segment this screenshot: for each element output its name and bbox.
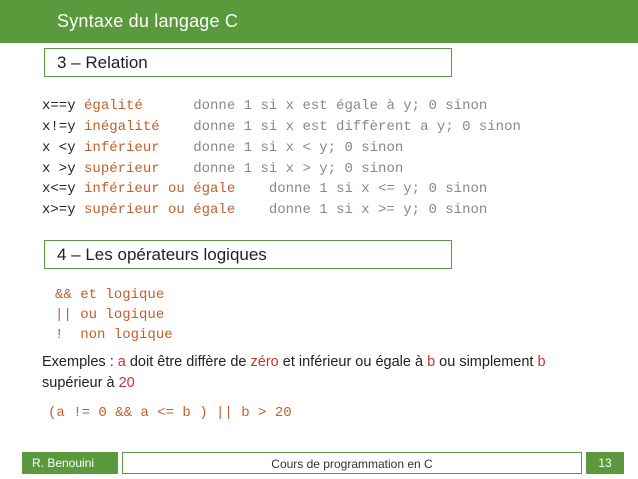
logic-name: non logique	[71, 327, 173, 343]
relation-row	[42, 181, 487, 201]
relation-op: x >y	[42, 161, 76, 177]
number-20: 20	[118, 375, 135, 391]
relation-desc: donne 1 si x <= y; 0 sinon	[235, 181, 488, 197]
logic-row	[55, 307, 164, 327]
relation-desc: donne 1 si x > y; 0 sinon	[184, 161, 404, 177]
logic-op: ||	[55, 307, 72, 323]
examples-text-part: supérieur à	[42, 375, 119, 391]
section-logic-title: 4 – Les opérateurs logiques	[57, 245, 267, 264]
relation-name: inégalité	[75, 119, 185, 135]
logic-name: et logique	[71, 287, 165, 303]
examples-text	[42, 352, 562, 394]
slide-title: Syntaxe du langage C	[57, 11, 239, 31]
var-a: a	[117, 354, 126, 370]
logic-row	[55, 327, 173, 347]
relation-desc: donne 1 si x < y; 0 sinon	[184, 140, 404, 156]
relation-row	[42, 140, 403, 160]
footer-author-box	[22, 452, 118, 474]
relation-desc: donne 1 si x est diffèrent a y; 0 sinon	[184, 119, 521, 135]
logic-row	[55, 287, 164, 307]
footer-author: R. Benouini	[32, 456, 95, 470]
title-bar	[0, 0, 638, 43]
section-relation-title: 3 – Relation	[57, 53, 148, 72]
relation-name: égalité	[75, 98, 185, 114]
relation-row	[42, 161, 403, 181]
relation-op: x==y	[42, 98, 76, 114]
relation-name: supérieur	[75, 161, 185, 177]
examples-label: Exemples :	[42, 354, 118, 370]
logic-op: &&	[55, 287, 72, 303]
relation-desc: donne 1 si x >= y; 0 sinon	[235, 202, 488, 218]
code-example: (a != 0 && a <= b ) || b > 20	[48, 405, 292, 421]
footer-course: Cours de programmation en C	[271, 457, 433, 471]
section-logic-header	[44, 240, 452, 269]
relation-op: x<=y	[42, 181, 76, 197]
relation-op: x>=y	[42, 202, 76, 218]
relation-name: supérieur ou égale	[75, 202, 236, 218]
examples-text-part: et inférieur ou égale à	[278, 354, 428, 370]
var-b: b	[427, 354, 436, 370]
relation-row	[42, 202, 487, 222]
relation-name: inférieur ou égale	[75, 181, 236, 197]
logic-name: ou logique	[71, 307, 165, 323]
relation-desc: donne 1 si x est égale à y; 0 sinon	[184, 98, 488, 114]
relation-op: x <y	[42, 140, 76, 156]
word-zero: zéro	[250, 354, 279, 370]
section-relation-header	[44, 48, 452, 77]
relation-op: x!=y	[42, 119, 76, 135]
logic-op: !	[55, 327, 72, 343]
relation-row	[42, 98, 487, 118]
footer-page-box	[586, 452, 624, 474]
examples-text-part: doit être diffère de	[125, 354, 251, 370]
footer-course-box	[122, 452, 582, 474]
footer-page-number: 13	[598, 456, 612, 470]
relation-name: inférieur	[75, 140, 185, 156]
var-b: b	[537, 354, 546, 370]
examples-text-part: ou simplement	[435, 354, 538, 370]
relation-row	[42, 119, 521, 139]
